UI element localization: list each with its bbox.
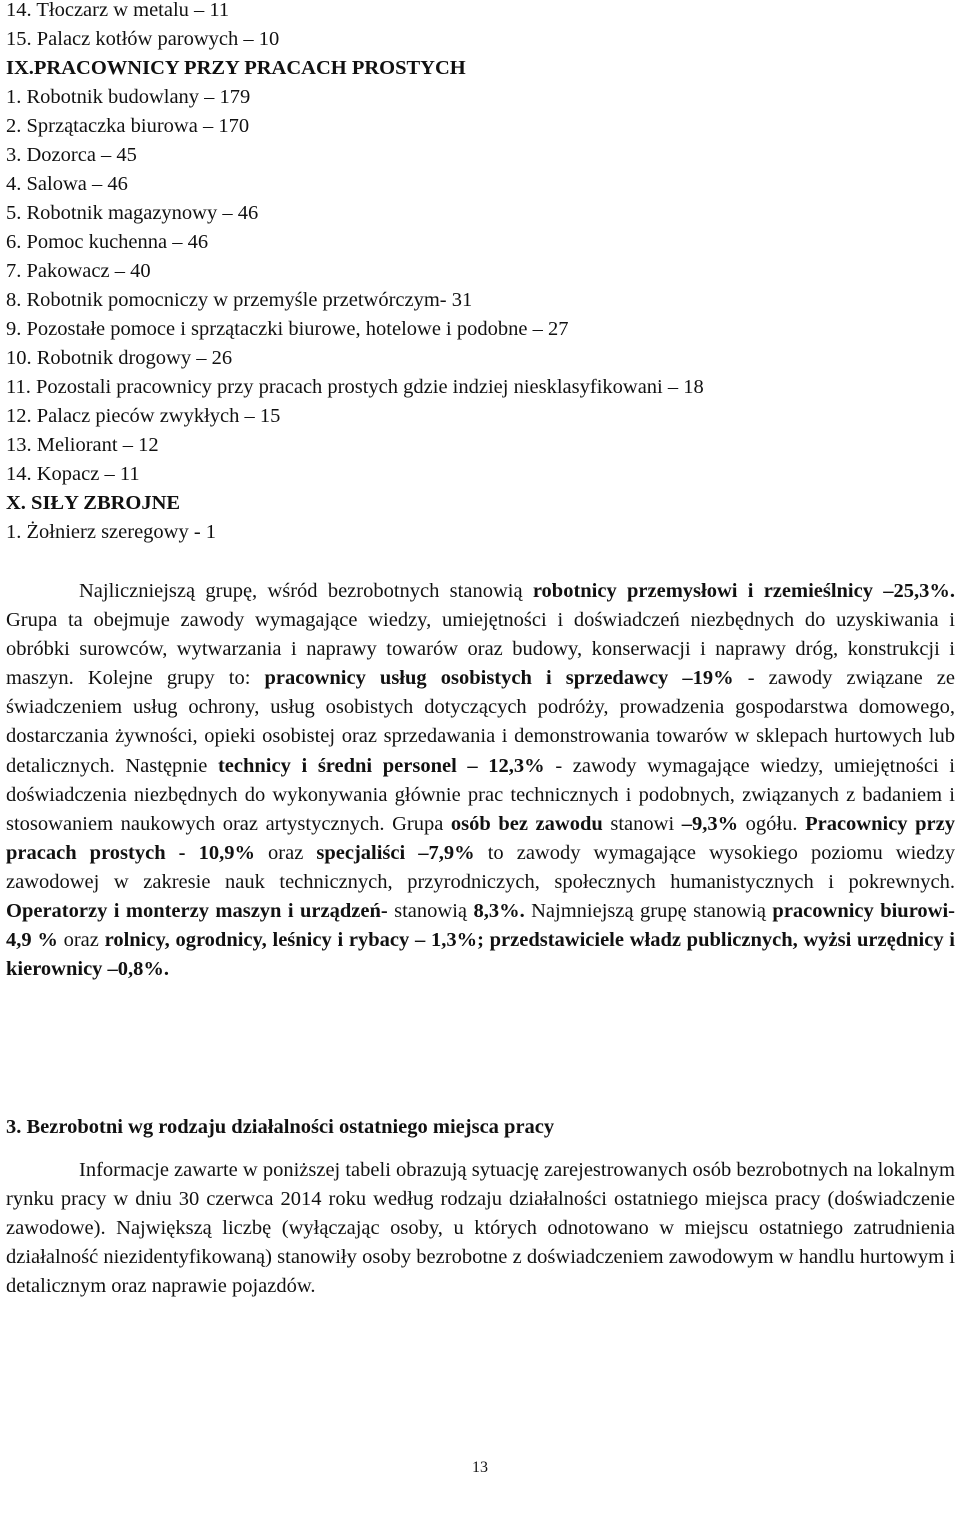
list-item: 8. Robotnik pomocniczy w przemyśle przetwórczym- 31 — [6, 289, 473, 311]
list-item: 7. Pakowacz – 40 — [6, 260, 151, 282]
text-segment: Grupa ta obejmuje zawody wymagające wiedzy, umiejętności i doświadczeń niezbędnych do uzyskiwania i obróbki surowców, wytwarzania i naprawy towarów oraz budowy, konserwacji i naprawy dróg, konstrukcji i maszyn. Kolejne grupy to: — [6, 609, 955, 690]
page-number: 13 — [472, 1459, 488, 1476]
list-item: 6. Pomoc kuchenna – 46 — [6, 231, 209, 253]
text-segment: stanowi — [602, 812, 682, 835]
bold-text-segment: osób bez zawodu — [450, 812, 603, 835]
paragraph-occupation-groups — [6, 577, 955, 984]
text-segment: ogółu. — [738, 812, 806, 835]
list-item: 1. Robotnik budowlany – 179 — [6, 86, 251, 108]
list-item: 11. Pozostali pracownicy przy pracach prostych gdzie indziej niesklasyfikowani – 18 — [6, 376, 704, 398]
section-heading-ix: IX.PRACOWNICY PRZY PRACACH PROSTYCH — [6, 57, 466, 79]
list-item: 10. Robotnik drogowy – 26 — [6, 347, 233, 369]
list-item: 5. Robotnik magazynowy – 46 — [6, 202, 259, 224]
text-segment: to zawody wymagające wysokiego poziomu wiedzy zawodowej w zakresie nauk technicznych, przyrodniczych, społecznych humanistycznych i pokrewnych. — [6, 841, 955, 893]
text-segment: oraz — [57, 929, 105, 952]
text-segment: oraz — [254, 841, 317, 864]
paragraph-text: Informacje zawarte w poniższej tabeli obrazują sytuację zarejestrowanych osób bezrobotnych na lokalnym rynku pracy w dniu 30 czerwca 2014 roku według rodzaju działalności ostatniego miejsca pracy (doświadczenie zawodowe). Największą liczbę (wyłączając osoby, u których odnotowano w miejscu ostatniego zatrudnienia działalność niezidentyfikowaną) stanowiły osoby bezrobotne z doświadczeniem zawodowym w handlu hurtowym i detalicznym oraz naprawie pojazdów. — [6, 1159, 956, 1298]
list-item: 14. Tłoczarz w metalu – 11 — [6, 0, 230, 21]
bold-text-segment: technicy i średni personel – 12,3% — [217, 754, 545, 777]
list-item: 12. Palacz pieców zwykłych – 15 — [6, 405, 281, 427]
bold-text-segment: pracownicy usług osobistych i sprzedawcy –19% — [264, 667, 734, 690]
list-item: 3. Dozorca – 45 — [6, 144, 137, 166]
text-segment: - zawody wymagające wiedzy, umiejętności i doświadczenia niezbędnych do wykonywania głównie prac technicznych i podobnych, związanych z badaniem i stosowaniem naukowych oraz artystycznych. Grupa — [6, 754, 955, 835]
bold-text-segment: 8,3%. — [473, 900, 525, 923]
text-segment: Najmniejszą grupę stanowią — [524, 900, 773, 923]
list-item: 2. Sprzątaczka biurowa – 170 — [6, 115, 250, 137]
paragraph-activity-intro — [6, 1156, 955, 1301]
list-item: 4. Salowa – 46 — [6, 173, 128, 195]
bold-text-segment: rolnicy, ogrodnicy, leśnicy i rybacy – 1,3%; przedstawiciele władz publicznych, wyżsi urzędnicy i kierownicy –0,8%. — [6, 929, 956, 981]
bold-text-segment: Operatorzy i monterzy maszyn i urządzeń- — [6, 900, 388, 923]
bold-text-segment: robotnicy przemysłowi i rzemieślnicy –25,3%. — [532, 580, 956, 602]
list-item: 13. Meliorant – 12 — [6, 434, 159, 456]
list-item: 14. Kopacz – 11 — [6, 463, 140, 485]
list-item: 1. Żołnierz szeregowy - 1 — [6, 521, 217, 543]
text-segment: - zawody związane ze świadczeniem usług ochrony, usług osobistych dotyczących podróży, prowadzenia gospodarstwa domowego, dostarczania żywności, opieki osobistej oraz sprzedawania i demonstrowania towarów w sklepach hurtowych lub detalicznych. Następnie — [6, 667, 955, 777]
section-heading-3: 3. Bezrobotni wg rodzaju działalności ostatniego miejsca pracy — [6, 1116, 555, 1138]
list-item: 9. Pozostałe pomoce i sprzątaczki biurowe, hotelowe i podobne – 27 — [6, 318, 569, 340]
text-segment: stanowią — [387, 900, 474, 923]
bold-text-segment: specjaliści –7,9% — [316, 841, 475, 864]
section-heading-x: X. SIŁY ZBROJNE — [6, 492, 181, 514]
text-segment: Najliczniejszą grupę, wśród bezrobotnych stanowią — [79, 580, 533, 602]
bold-text-segment: pracownicy biurowi- 4,9 % — [6, 900, 956, 952]
bold-text-segment: –9,3% — [681, 812, 739, 835]
list-item: 15. Palacz kotłów parowych – 10 — [6, 28, 280, 50]
bold-text-segment: Pracownicy przy pracach prostych - 10,9% — [6, 812, 955, 864]
